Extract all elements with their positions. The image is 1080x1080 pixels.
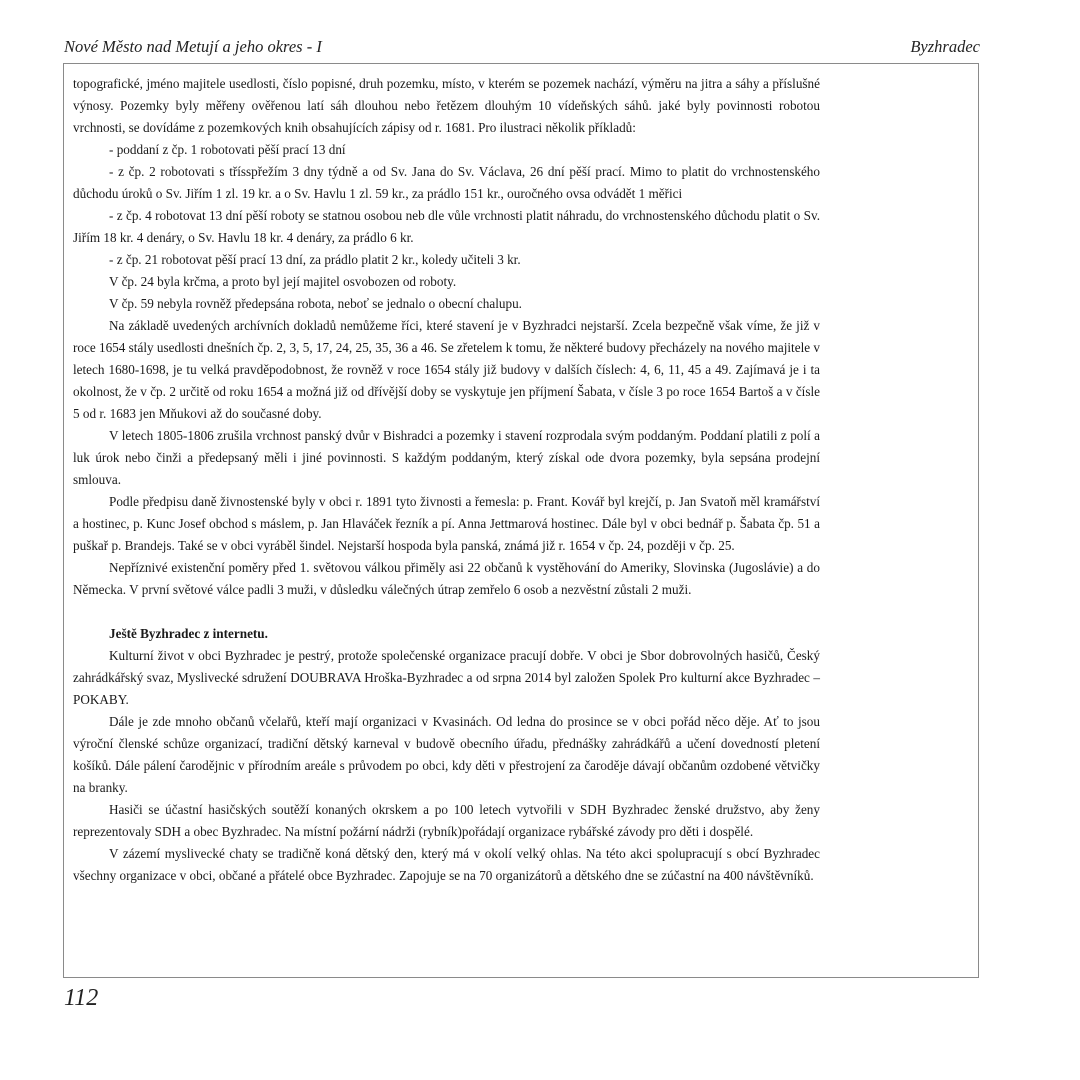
paragraph: Nepříznivé existenční poměry před 1. světovou válkou přiměly asi 22 občanů k vystěhování do Ameriky, Slovinska (Jugoslávie) a do Německa. V první světové válce padli 3 muži, v důsledku válečných útrap zemřelo 6 osob a nezvěstní zůstali 2 muži. xyxy=(73,560,820,597)
page-number: 112 xyxy=(64,985,99,1011)
section-gap xyxy=(73,601,820,623)
running-header xyxy=(64,37,980,61)
running-header-title: Nové Město nad Metují a jeho okres - I xyxy=(64,37,322,56)
paragraph: V letech 1805-1806 zrušila vrchnost panský dvůr v Bishradci a pozemky i stavení rozprodala svým poddaným. Poddaní platili z polí a luk úrok nebo činži a předepsaný měli i jiné povinnosti. S každým poddaným, který získal ode dvora pozemky, byla sepsána prodejní smlouva. xyxy=(73,428,820,487)
paragraph: - poddaní z čp. 1 robotovati pěší prací 13 dní xyxy=(109,142,346,157)
paragraph: Kulturní život v obci Byzhradec je pestrý, protože společenské organizace pracují dobře. V obci je Sbor dobrovolných hasičů, Český zahrádkářský svaz, Myslivecké sdružení DOUBRAVA Hroška-Byzhradec a od srpna 2014 byl založen Spolek Pro kulturní akce Byzhradec – POKABY. xyxy=(73,648,820,707)
paragraph: V zázemí myslivecké chaty se tradičně koná dětský den, který má v okolí velký ohlas. Na této akci spolupracují s obcí Byzhradec všechny organizace v obci, občané a přátelé obce Byzhradec. Zapojuje se na 70 organizátorů a dětského dne se zúčastní na 400 návštěvníků. xyxy=(73,846,820,883)
section-heading: Ještě Byzhradec z internetu. xyxy=(109,626,268,641)
page-body xyxy=(73,73,820,887)
paragraph: - z čp. 21 robotovat pěší prací 13 dní, za prádlo platit 2 kr., koledy učiteli 3 kr. xyxy=(109,252,521,267)
paragraph: V čp. 59 nebyla rovněž předepsána robota, neboť se jednalo o obecní chalupu. xyxy=(109,296,522,311)
paragraph: Podle předpisu daně živnostenské byly v obci r. 1891 tyto živnosti a řemesla: p. Frant. Kovář byl krejčí, p. Jan Svatoň měl kramářství a hostinec, p. Kunc Josef obchod s máslem, p. Jan Hlaváček řezník a pí. Anna Jettmarová hostinec. Dále byl v obci bednář p. Šabata čp. 51 a puškař p. Brandejs. Také se v obci vyráběl šindel. Nejstarší hospoda byla panská, známá již r. 1654 v čp. 24, později v čp. 25. xyxy=(73,494,820,553)
paragraph: Hasiči se účastní hasičských soutěží konaných okrskem a po 100 letech vytvořili v SDH Byzhradec ženské družstvo, aby ženy reprezentovaly SDH a obec Byzhradec. Na místní požární nádrži (rybník)pořádají organizace rybářské závody pro děti i dospělé. xyxy=(73,802,820,839)
paragraph: topografické, jméno majitele usedlosti, číslo popisné, druh pozemku, místo, v kterém se pozemek nachází, výměru na jitra a sáhy a příslušné výnosy. Pozemky byly měřeny ověřenou latí sáh dlouhou nebo řetězem dlouhým 10 vídeňských sáhů. jaké byly povinnosti robotou vrchnosti, se dovídáme z pozemkových knih obsahujících zápisy od r. 1681. Pro ilustraci několik příkladů: xyxy=(73,76,820,135)
paragraph: V čp. 24 byla krčma, a proto byl její majitel osvobozen od roboty. xyxy=(109,274,457,289)
paragraph: Na základě uvedených archívních dokladů nemůžeme říci, které stavení je v Byzhradci nejstarší. Zcela bezpečně však víme, že již v roce 1654 stály usedlosti dnešních čp. 2, 3, 5, 17, 24, 25, 35, 36 a 46. Se zřetelem k tomu, že některé budovy přecházely na nového majitele v letech 1680-1698, je tu velká pravděpodobnost, že rovněž v roce 1654 stály již budovy v dalších číslech: 4, 6, 11, 45 a 49. Zajímavá je i ta okolnost, že v čp. 2 určitě od roku 1654 a možná již od dřívější doby se vyskytuje jen příjmení Šabata, v čísle 3 po roce 1654 Bartoš a v čísle 5 od r. 1683 jen Mňukovi až do současné doby. xyxy=(73,318,820,421)
paragraph: - z čp. 2 robotovati s třísspřežím 3 dny týdně a od Sv. Jana do Sv. Václava, 26 dní pěší prací. Mimo to platit do vrchnostenského důchodu úroků o Sv. Jiřím 1 zl. 19 kr. a o Sv. Havlu 1 zl. 59 kr., za prádlo 151 kr., ouročného ovsa odvádět 1 měřici xyxy=(73,164,820,201)
paragraph: - z čp. 4 robotovat 13 dní pěší roboty se statnou osobou neb dle vůle vrchnosti platit náhradu, do vrchnostenského důchodu platit o Sv. Jiřím 18 kr. 4 denáry, o Sv. Havlu 18 kr. 4 denáry, za prádlo 6 kr. xyxy=(73,208,820,245)
running-header-section: Byzhradec xyxy=(910,37,980,56)
paragraph: Dále je zde mnoho občanů včelařů, kteří mají organizaci v Kvasinách. Od ledna do prosince se v obci pořád něco děje. Ať to jsou výroční členské schůze organizací, tradiční dětský karneval v budově obecního úřadu, přednášky zahrádkářů a učení dovedností pletení košíků. Dále pálení čarodějnic v přírodním areále s průvodem po obci, kdy děti v přestrojení za čaroděje dávají občanům ozdobené větvičky na branky. xyxy=(73,714,820,795)
